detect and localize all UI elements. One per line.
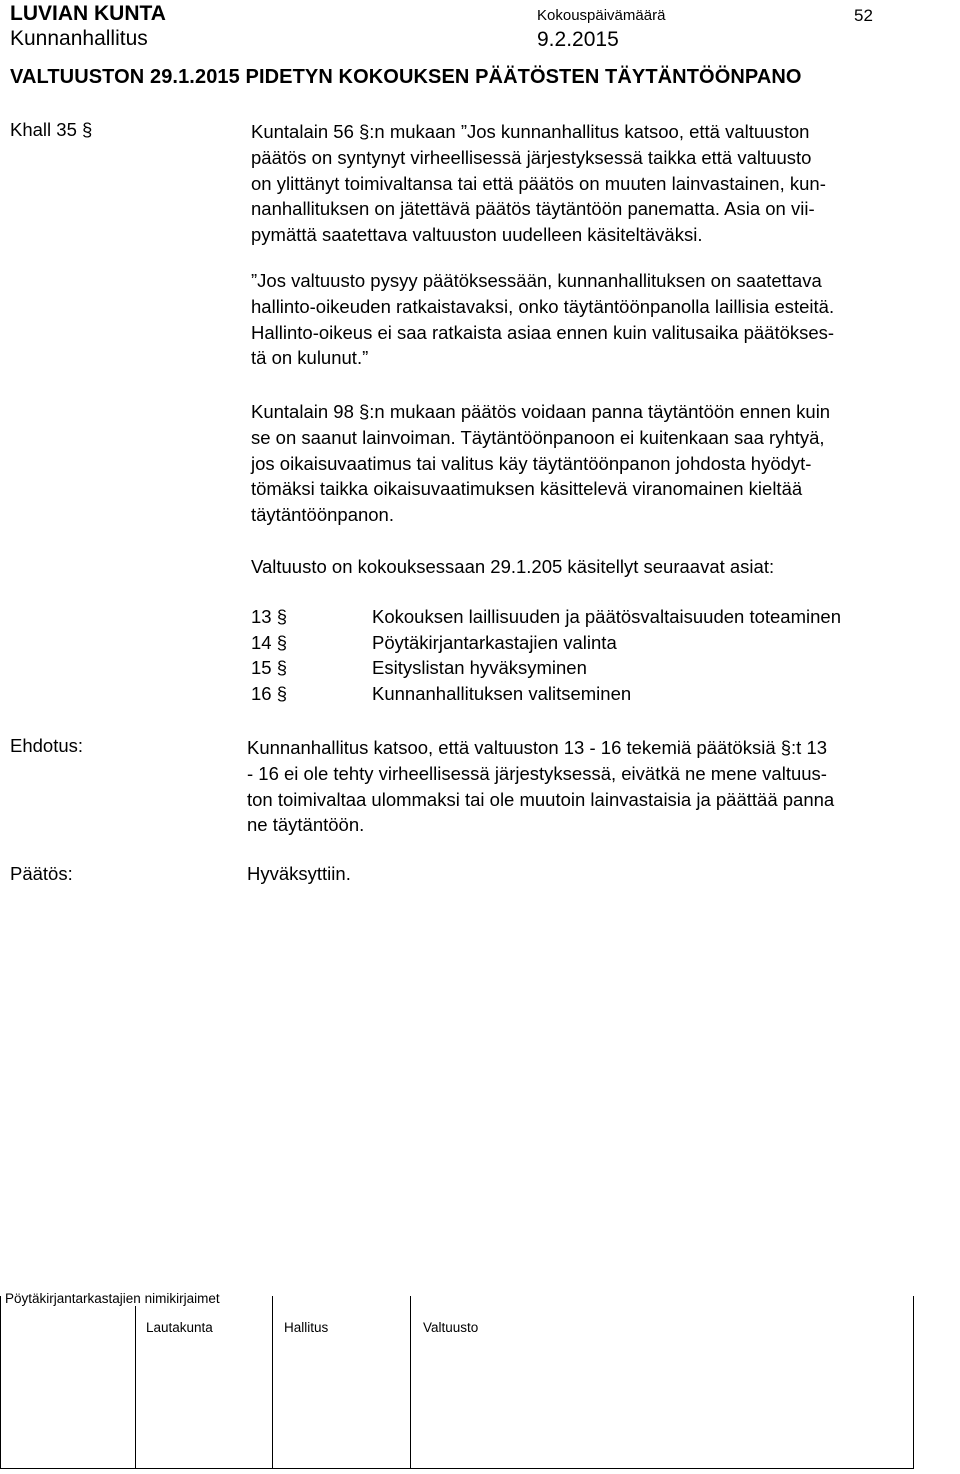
decision-text: Hyväksyttiin. xyxy=(247,863,351,884)
paragraph xyxy=(251,268,957,371)
section-number: Khall 35 § xyxy=(10,119,93,140)
paragraph-text: Valtuusto on kokouksessaan 29.1.205 käsitellyt seuraavat asiat: xyxy=(251,556,775,577)
decision-label: Päätös: xyxy=(10,863,73,884)
item-number: 15 § xyxy=(251,657,288,678)
item-text: Esityslistan hyväksyminen xyxy=(372,657,587,678)
item-text: Kokouksen laillisuuden ja päätösvaltaisuuden toteaminen xyxy=(372,606,841,627)
column-label-valtuusto: Valtuusto xyxy=(423,1320,479,1335)
list-item xyxy=(251,632,957,658)
paragraph-text: ”Jos valtuusto pysyy päätöksessään, kunnanhallituksen on saatettava hallinto-oikeuden ratkaistavaksi, onko täytäntöönpanolla laillisia esteitä. Hallinto-oikeus ei saa ratkaista asiaa ennen kuin valitusaika päätökses- tä on kulunut.” xyxy=(251,270,835,369)
body-name: Kunnanhallitus xyxy=(10,27,148,50)
column-label-lautakunta: Lautakunta xyxy=(146,1320,213,1335)
paragraph-text: Kuntalain 98 §:n mukaan päätös voidaan panna täytäntöön ennen kuin se on saanut lainvoiman. Täytäntöönpanoon ei kuitenkaan saa ryhtyä, jos oikaisuvaatimus tai valitus käy täytäntöönpanon johdosta hyödyt- tömäksi taikka oikaisuvaatimuksen käsittelevä viranomainen kieltää täytäntöönpanon. xyxy=(251,401,831,526)
proposal-text: Kunnanhallitus katsoo, että valtuuston 13 - 16 tekemiä päätöksiä §:t 13 - 16 ei ole tehty virheellisessä järjestyksessä, eivätkä ne mene valtuus- ton toimivaltaa ulommaksi tai ole muutoin lainvastaisia ja päättää panna ne täytäntöön. xyxy=(247,737,835,836)
list-item xyxy=(251,606,957,632)
organization-name: LUVIAN KUNTA xyxy=(10,2,166,25)
list-item xyxy=(251,683,957,709)
meeting-date-label: Kokouspäivämäärä xyxy=(537,7,666,24)
item-number: 14 § xyxy=(251,632,288,653)
meeting-date: 9.2.2015 xyxy=(537,28,619,51)
item-number: 16 § xyxy=(251,683,288,704)
column-divider xyxy=(135,1296,136,1468)
column-divider xyxy=(272,1296,273,1468)
footer-title: Pöytäkirjantarkastajien nimikirjaimet xyxy=(5,1291,223,1306)
document-title: VALTUUSTON 29.1.2015 PIDETYN KOKOUKSEN PÄÄTÖSTEN TÄYTÄNTÖÖNPANO xyxy=(10,66,802,88)
column-divider xyxy=(410,1296,411,1468)
paragraph xyxy=(251,119,957,248)
paragraph xyxy=(251,399,957,528)
item-text: Kunnanhallituksen valitseminen xyxy=(372,683,632,704)
item-number: 13 § xyxy=(251,606,288,627)
proposal-label: Ehdotus: xyxy=(10,735,84,756)
paragraph-text: Kuntalain 56 §:n mukaan ”Jos kunnanhallitus katsoo, että valtuuston päätös on syntynyt virheellisessä järjestyksessä taikka että valtuusto on ylittänyt toimivaltansa tai että päätös on muuten lainvastainen, kun- nanhallituksen on jätettävä päätös täytäntöön panematta. Asia on vii- pymättä saatettava valtuuston uudelleen käsiteltäväksi. xyxy=(251,121,826,246)
paragraph xyxy=(251,554,957,580)
page-number: 52 xyxy=(854,6,873,25)
column-label-hallitus: Hallitus xyxy=(284,1320,329,1335)
item-text: Pöytäkirjantarkastajien valinta xyxy=(372,632,617,653)
list-item xyxy=(251,657,957,683)
